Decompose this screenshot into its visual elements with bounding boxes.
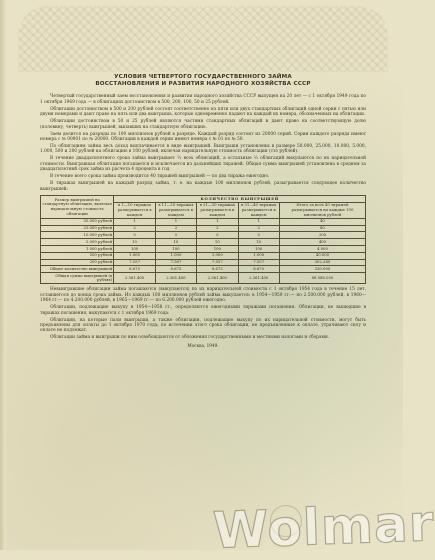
cell: 100 xyxy=(238,245,279,252)
cell: 10 xyxy=(155,239,196,246)
row-label: 5.000 рублей xyxy=(41,239,114,246)
cell: 5 xyxy=(114,232,155,239)
cell: 2.361.400 xyxy=(114,273,155,284)
cell: 100 xyxy=(155,245,196,252)
paragraph: Облигации достоинством в 50 и 25 рублей являются частями стандартных облигаций и дают право на соответствующую долю (половину, четверть) выигрышей, выпавших на стандартную облигацию. xyxy=(40,119,366,130)
paragraph: Облигации займа и выигрыши по ним освобождаются от обложения государственными и местными налогами и сборами. xyxy=(50,335,330,341)
title-line-2: ВОССТАНОВЛЕНИЯ И РАЗВИТИЯ НАРОДНОГО ХОЗЯЙСТВА СССР xyxy=(95,81,311,88)
table-total-row xyxy=(41,266,366,273)
cell: 2.361.400 xyxy=(197,273,238,284)
cell: 1.000 xyxy=(114,252,155,259)
cell: 302.280 xyxy=(279,259,365,266)
paragraph: По облигациям займа весь доход выплачивается в виде выигрышей. Выигрыши установлены в размере 50.000, 25.000, 10.000, 5.000, 1.000, 500 и 200 рублей на облигацию в 100 рублей, включая нарицательную стоимость облигации (сто рублей). xyxy=(40,144,366,155)
cell: 8.675 xyxy=(114,266,155,273)
winnings-table xyxy=(40,195,366,284)
cell: 1.000 xyxy=(155,252,196,259)
paragraph: В тиражах выигрышей на каждый разряд займа, т. е. на каждые 100 миллионов рублей, разыгрывается следующее количество выигрышей: xyxy=(40,181,366,192)
table-body xyxy=(41,218,366,284)
cell: 7.567 xyxy=(155,259,196,266)
cell: 5 xyxy=(197,232,238,239)
cell: 330.000 xyxy=(279,266,365,273)
cell: 4.000 xyxy=(279,245,365,252)
document-title xyxy=(40,74,366,88)
cell: 8.675 xyxy=(238,266,279,273)
paper-edge xyxy=(0,0,6,550)
paragraph: Облигации, подлежащие выкупу в 1954—1958 гг., определяются ежегодными тиражами погашения. Облигации, не вышедшие в тиражах погашения, выкупаются с 1 октября 1969 года. xyxy=(40,305,366,316)
table-row xyxy=(41,232,366,239)
cell: 40.000 xyxy=(279,252,365,259)
table-row xyxy=(41,252,366,259)
paragraph: В течение двадцатилетнего срока займа выигрывает ⅓ всех облигаций, а остальные ⅔ облигаций выкупаются по их нарицательной стоимости. Выигравшая облигация погашается и исключается из дальнейших тиражей. Общая сумма выигрышей установлена в среднем за двадцатилетний срок займа из расчета 4 процента в год. xyxy=(40,156,366,173)
cell: 8.675 xyxy=(197,266,238,273)
paragraph: Невыигравшие облигации займа погашаются (выкупаются) по их нарицательной стоимости с 1 октября 1954 года в течение 15 лет, оставшегося до конца срока займа. Из каждых 100 миллионов рублей займа выкупается: в 1954—1959 гг.— по 2.500.000 рублей, в 1960—1964 гг.— по 4.200.000 рублей, в 1965—1969 гг.— по 6.200.000 рублей ежегодно. xyxy=(40,287,366,304)
watermark: Wolmar xyxy=(212,494,435,560)
cell: 2 xyxy=(155,225,196,232)
cell: 5 xyxy=(238,232,279,239)
paragraph: Облигации, на которые пали выигрыши, а также облигации, подлежащие выкупу по их нарицательной стоимости, могут быть предъявлены для оплаты до 1 октября 1970 года; по истечении этого срока облигации, не предъявленные к оплате, утрачивают силу и оплате не подлежат. xyxy=(40,317,366,334)
total-count-label: Общее количество выигрышей xyxy=(41,266,114,273)
place-and-year: Москва, 1949. xyxy=(187,342,219,348)
column-header: в 1—10 тиражах разыгрывается в каждом xyxy=(114,202,155,218)
cell: 2.361.400 xyxy=(155,273,196,284)
bond-conditions xyxy=(40,74,366,348)
paragraphs-top xyxy=(40,94,366,192)
cell: 40 xyxy=(279,218,365,225)
cell: 1 xyxy=(197,218,238,225)
column-header: в 11—20 тиражах разыгрывается в каждом xyxy=(155,202,196,218)
table-row xyxy=(41,225,366,232)
row-label: 10.000 рублей xyxy=(41,232,114,239)
row-label: 200 рублей xyxy=(41,259,114,266)
table-row xyxy=(41,245,366,252)
cell: 88.088.000 xyxy=(279,273,365,284)
cell: 2.361.400 xyxy=(238,273,279,284)
cell: 1 xyxy=(114,218,155,225)
cell: 10 xyxy=(114,239,155,246)
cell: 5 xyxy=(155,232,196,239)
guilloche-ornament xyxy=(18,6,388,72)
table-row xyxy=(41,239,366,246)
cell: 400 xyxy=(279,239,365,246)
cell: 200 xyxy=(279,232,365,239)
cell: 7.557 xyxy=(114,259,155,266)
table-row xyxy=(41,218,366,225)
cell: 100 xyxy=(114,245,155,252)
paragraph: Облигации достоинством в 500 и 200 рублей состоят соответственно из пяти или двух стандартных облигаций одной серии с пятью или двумя номерами и дают право на пять или два выигрыша, которые одновременно падают на каждый их номера, обозначенных на облигации. xyxy=(40,106,366,118)
paragraph: Четвертый государственный заем восстановления и развития народного хозяйства СССР выпущен на 20 лет — с 1 октября 1949 года по 1 октября 1969 года — в облигациях достоинством в 500, 200, 100, 50 и 25 рублей. xyxy=(40,94,366,105)
row-label: 500 рублей xyxy=(41,252,114,259)
cell: 100 xyxy=(197,245,238,252)
table-row xyxy=(41,259,366,266)
paragraph: Заем делится на разряды по 100 миллионов рублей в разряде. Каждый разряд состоит из 20000 серий. Серии каждого разряда имеют номера с № 00001 по № 20000. Облигации в каждой серии имеют номера с № 01 по № 50. xyxy=(40,131,366,143)
cell: 80 xyxy=(279,225,365,232)
cell: 10 xyxy=(197,239,238,246)
title-line-1: УСЛОВИЯ ЧЕТВЕРТОГО ГОСУДАРСТВЕННОГО ЗАЙМА xyxy=(114,74,292,80)
cell: 1 xyxy=(155,218,196,225)
row-label: 1.000 рублей xyxy=(41,245,114,252)
cell: 1.000 xyxy=(238,252,279,259)
cell: 2 xyxy=(197,225,238,232)
column-header: в 21—30 тиражах разыгрывается в каждом xyxy=(197,202,238,218)
cell: 1.000 xyxy=(197,252,238,259)
cell: 1 xyxy=(238,218,279,225)
group-header: КОЛИЧЕСТВО ВЫИГРЫШЕЙ xyxy=(114,196,366,203)
paragraphs-bottom xyxy=(40,287,366,340)
cell: 10 xyxy=(238,239,279,246)
row-label: 25.000 рублей xyxy=(41,225,114,232)
column-header: Итого за всех 40 тиражей разыгрывается на каждые 100 миллионов рублей xyxy=(279,202,365,218)
column-header: в 31—40 тиражах разыгрывается в каждом xyxy=(238,202,279,218)
row-label: 50.000 рублей xyxy=(41,218,114,225)
cell: 7.557 xyxy=(238,259,279,266)
paragraph: В течение всего срока займа производится 40 тиражей выигрышей — по два тиража ежегодно. xyxy=(50,174,270,180)
winnings-table-wrap xyxy=(40,195,366,284)
cell: 2 xyxy=(238,225,279,232)
total-sum-label: Общая сумма выигрышей (в рублях) xyxy=(41,273,114,284)
cell: 2 xyxy=(114,225,155,232)
cell: 8.675 xyxy=(155,266,196,273)
row-header: Размер выигрышей на стандартную облигацию, включая нарицательную стоимость облигации xyxy=(41,196,114,219)
cell: 7.557 xyxy=(197,259,238,266)
table-total-row xyxy=(41,273,366,284)
